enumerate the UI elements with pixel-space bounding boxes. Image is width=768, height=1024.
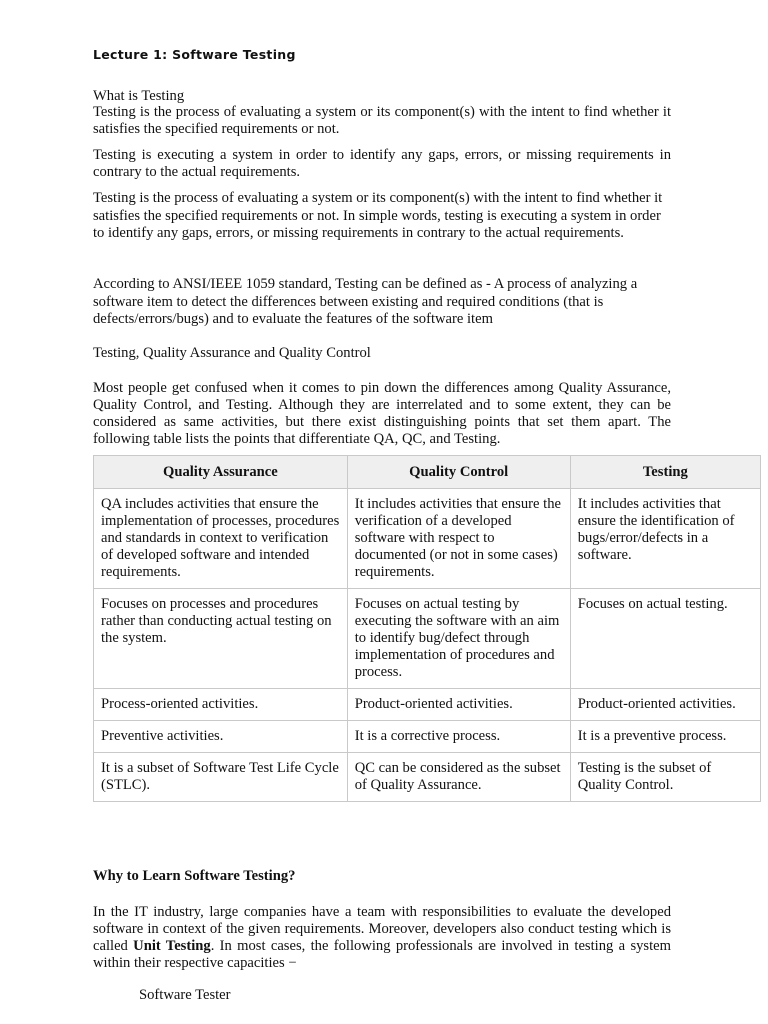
table-cell: It is a preventive process.: [570, 721, 760, 753]
table-cell: Testing is the subset of Quality Control.: [570, 753, 760, 802]
table-cell: Focuses on actual testing by executing the software with an aim to identify bug/defect through implementation of procedures and process.: [347, 589, 570, 689]
table-cell: QA includes activities that ensure the implementation of processes, procedures and standards in context to verification of developed software and intended requirements.: [94, 489, 348, 589]
lecture-title: Lecture 1: Software Testing: [93, 47, 296, 62]
table-header-row: [94, 456, 761, 489]
why-text-after: . In most cases, the following professionals are involved in testing a system within their respective capacities −: [93, 938, 671, 971]
why-text-before: In the IT industry, large companies have a team with responsibilities to evaluate the developed software in context of the given requirements. Moreover, developers also conduct testing which is called: [93, 904, 671, 954]
role-software-tester: Software Tester: [139, 987, 231, 1003]
qa-intro: Most people get confused when it comes to pin down the differences among Quality Assurance, Quality Control, and Testing. Although they are interrelated and to some extent, they can be considered as same activities, but there exist distinguishing points that set them apart. The following table lists the points that differentiate QA, QC, and Testing.: [93, 380, 671, 447]
table-row: [94, 721, 761, 753]
header-quality-control: Quality Control: [347, 456, 570, 489]
table-cell: Focuses on actual testing.: [570, 589, 760, 689]
table-cell: It is a subset of Software Test Life Cycle (STLC).: [94, 753, 348, 802]
ansi-definition: According to ANSI/IEEE 1059 standard, Testing can be defined as - A process of analyzing a software item to detect the differences between existing and required conditions (that is defects/errors/bugs) and to evaluate the features of the software item: [93, 276, 638, 327]
table-cell: Process-oriented activities.: [94, 689, 348, 721]
table-cell: It is a corrective process.: [347, 721, 570, 753]
table-cell: Product-oriented activities.: [347, 689, 570, 721]
table-cell: It includes activities that ensure the identification of bugs/error/defects in a software.: [570, 489, 760, 589]
definition-2: Testing is executing a system in order to identify any gaps, errors, or missing requirements in contrary to the actual requirements.: [93, 147, 671, 180]
table-row: [94, 689, 761, 721]
comparison-table: [93, 455, 761, 802]
why-heading: Why to Learn Software Testing?: [93, 868, 296, 884]
table-cell: Product-oriented activities.: [570, 689, 760, 721]
table-cell: It includes activities that ensure the verification of a developed software with respect to documented (or not in some cases) requirements.: [347, 489, 570, 589]
table-cell: QC can be considered as the subset of Quality Assurance.: [347, 753, 570, 802]
header-testing: Testing: [570, 456, 760, 489]
definition-1: Testing is the process of evaluating a system or its component(s) with the intent to find whether it satisfies the specified requirements or not.: [93, 104, 671, 137]
why-paragraph: [93, 904, 671, 972]
header-quality-assurance: Quality Assurance: [94, 456, 348, 489]
unit-testing-term: Unit Testing: [133, 938, 211, 954]
definition-3: Testing is the process of evaluating a system or its component(s) with the intent to find whether it satisfies the specified requirements or not. In simple words, testing is executing a system in order to identify any gaps, errors, or missing requirements in contrary to the actual requirements.: [93, 190, 663, 241]
table-row: [94, 753, 761, 802]
table-row: [94, 589, 761, 689]
qa-section-heading: Testing, Quality Assurance and Quality Control: [93, 345, 371, 361]
table-cell: Preventive activities.: [94, 721, 348, 753]
table-row: [94, 489, 761, 589]
table-cell: Focuses on processes and procedures rather than conducting actual testing on the system.: [94, 589, 348, 689]
what-heading: What is Testing: [93, 88, 185, 104]
